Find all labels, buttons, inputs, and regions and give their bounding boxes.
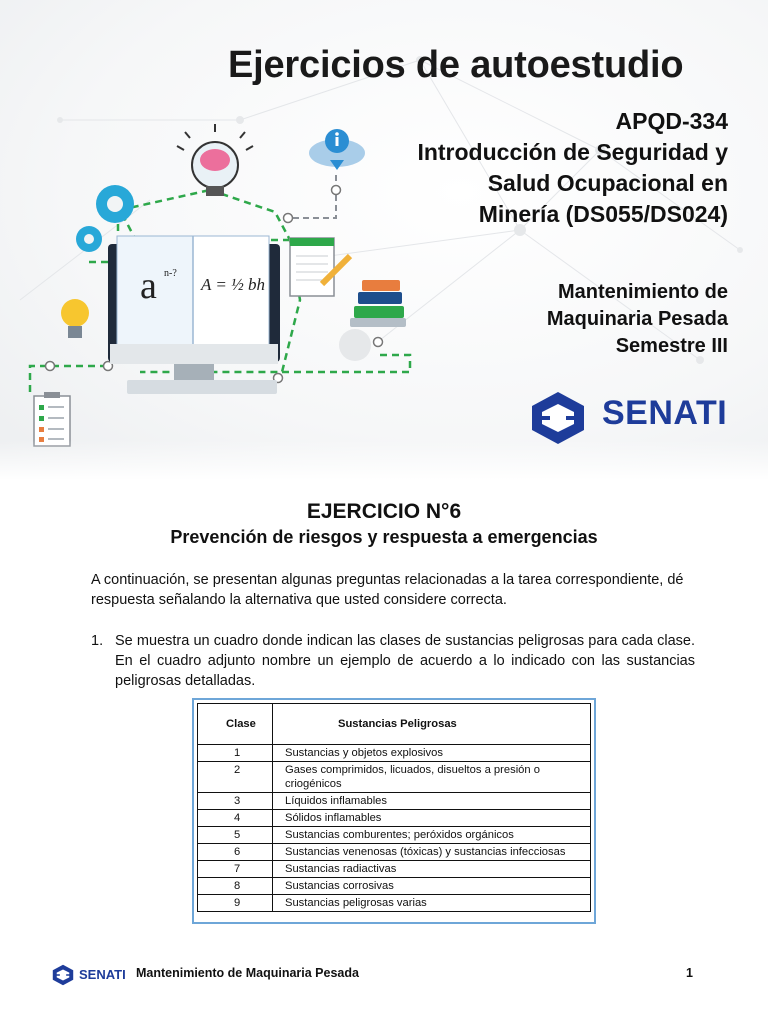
hazard-table-frame [192,698,596,924]
class-cell: 6 [198,844,273,861]
lightbulb-brain-icon [177,124,253,196]
board-formula-area: A = ½ bh [201,275,266,294]
substance-cell: Sustancias peligrosas varias [273,895,591,912]
substance-cell: Sustancias y objetos explosivos [273,745,591,762]
question-number: 1. [91,633,104,649]
substance-cell: Sólidos inflamables [273,810,591,827]
course-name-line-2: Salud Ocupacional en [487,170,728,196]
exercise-title: EJERCICIO N°6 [306,500,462,523]
lightbulb-icon [61,299,89,338]
exercise-subtitle: Prevención de riesgos y respuesta a emergencias [170,527,598,547]
footer-program: Mantenimiento de Maquinaria Pesada [136,966,359,980]
senati-brand: SENATI [602,394,728,432]
header-substances: Sustancias Peligrosas [273,704,591,745]
substance-cell: Gases comprimidos, licuados, disueltos a presión o criogénicos [273,762,591,793]
table-row [198,745,591,762]
substance-cell: Sustancias corrosivas [273,878,591,895]
course-info [328,106,728,230]
substance-cell: Sustancias comburentes; peróxidos orgánicos [273,827,591,844]
monitor-illustration [108,236,280,394]
banner-fade [0,440,768,480]
table-row [198,793,591,810]
table-header-row [198,704,591,745]
class-cell: 9 [198,895,273,912]
table-row [198,810,591,827]
board-exponent: n-? [164,268,177,279]
class-cell: 1 [198,745,273,762]
books-icon [350,280,406,327]
table-row [198,861,591,878]
table-row [198,844,591,861]
class-cell: 5 [198,827,273,844]
page-title: Ejercicios de autoestudio [228,44,684,86]
program-line-2: Maquinaria Pesada [546,308,728,330]
course-name-line-3: Minería (DS055/DS024) [478,201,728,227]
table-row [198,895,591,912]
board-formula-a: a [140,265,157,307]
question-text: Se muestra un cuadro donde indican las clases de sustancias peligrosas para cada clase. En el cuadro adjunto nombre un ejemplo de acuerdo a lo indicado con las sustancias peligrosas detalladas. [115,633,695,689]
substance-cell: Líquidos inflamables [273,793,591,810]
class-cell: 8 [198,878,273,895]
class-cell: 3 [198,793,273,810]
hazard-classes-table [197,703,591,912]
table-row [198,762,591,793]
table-row [198,827,591,844]
course-name-line-1: Introducción de Seguridad y [417,139,728,165]
class-cell: 2 [198,762,273,793]
footer-logo-icon [50,964,76,986]
notepad-icon [290,238,350,296]
substance-cell: Sustancias venenosas (tóxicas) y sustancias infecciosas [273,844,591,861]
intro-paragraph: A continuación, se presentan algunas preguntas relacionadas a la tarea correspondiente, dé respuesta señalando la alternativa que usted considere correcta. [91,572,684,608]
question-1 [91,631,695,691]
course-code: APQD-334 [615,108,728,134]
page-number: 1 [686,966,693,980]
footer-brand: SENATI [79,967,126,982]
program-line-1: Mantenimiento de [557,281,728,303]
semester: Semestre III [615,335,728,357]
program-info [428,279,728,360]
substance-cell: Sustancias radiactivas [273,861,591,878]
checklist-icon [34,392,70,446]
class-cell: 7 [198,861,273,878]
header-class: Clase [198,704,273,745]
class-cell: 4 [198,810,273,827]
table-row [198,878,591,895]
